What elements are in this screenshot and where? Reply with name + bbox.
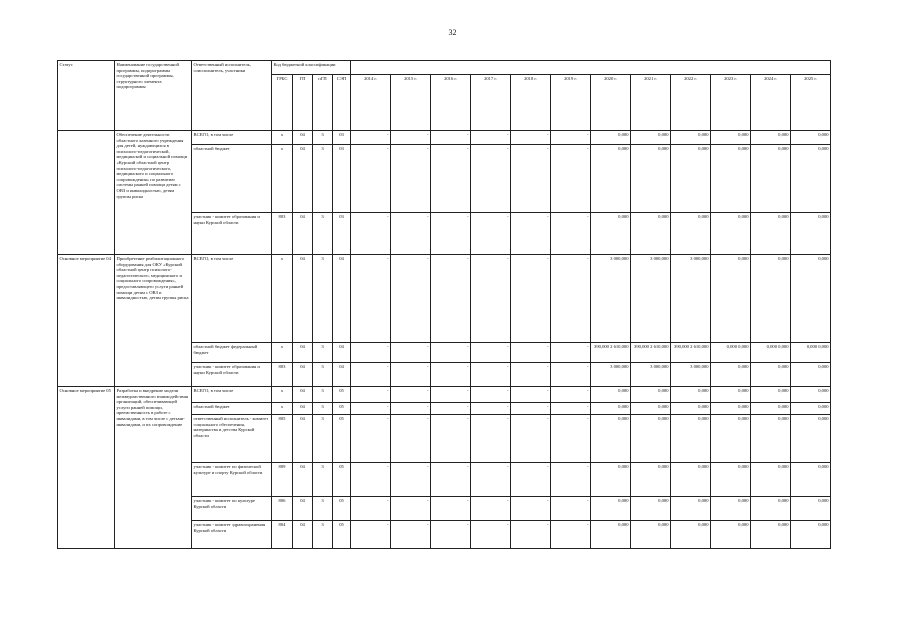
row-year-10: 0,000 bbox=[751, 363, 791, 387]
row-year-5: - bbox=[551, 463, 591, 497]
row-year-7: 0,000 bbox=[631, 497, 671, 521]
row-year-3: - bbox=[471, 521, 511, 549]
row-year-6: 0,000 bbox=[591, 145, 631, 213]
row-code-1: 04 bbox=[293, 343, 313, 363]
row-year-7: 0,000 bbox=[631, 213, 671, 255]
row-code-1: 04 bbox=[293, 403, 313, 415]
row-code-3: 05 bbox=[333, 387, 351, 403]
row-year-4: - bbox=[511, 415, 551, 463]
row-year-9: 0,000 bbox=[711, 403, 751, 415]
row-year-11: 0,000 bbox=[791, 497, 831, 521]
row-year-2: - bbox=[431, 145, 471, 213]
row-code-0: х bbox=[272, 387, 293, 403]
row-code-2: 3 bbox=[313, 403, 333, 415]
row-year-1: - bbox=[391, 415, 431, 463]
header-code-2: пГП bbox=[313, 75, 333, 131]
row-year-2: - bbox=[431, 521, 471, 549]
header-code-1: ГП bbox=[293, 75, 313, 131]
row-year-4: - bbox=[511, 213, 551, 255]
row-executor: участник - комитет по физической культуре и спорту Курской области bbox=[192, 463, 272, 497]
row-code-3: 05 bbox=[333, 497, 351, 521]
row-year-5: - bbox=[551, 145, 591, 213]
row-year-8: 0,000 bbox=[671, 131, 711, 145]
row-executor: участник - комитет по культуре Курской области bbox=[192, 497, 272, 521]
row-code-2: 3 bbox=[313, 497, 333, 521]
row-code-1: 04 bbox=[293, 521, 313, 549]
row-year-9: 0,000 bbox=[711, 145, 751, 213]
row-year-10: 0,000 bbox=[751, 463, 791, 497]
row-year-4: - bbox=[511, 131, 551, 145]
row-year-5: - bbox=[551, 387, 591, 403]
row-year-11: 0,000 0,000 bbox=[791, 343, 831, 363]
row-year-6: 3 000,000 bbox=[591, 363, 631, 387]
header-status: Статус bbox=[58, 61, 115, 131]
row-year-2: - bbox=[431, 415, 471, 463]
row-code-1: 04 bbox=[293, 497, 313, 521]
row-year-5: - bbox=[551, 213, 591, 255]
row-code-3: 03 bbox=[333, 131, 351, 145]
page-number: 32 bbox=[448, 28, 457, 37]
row-year-6: 0,000 bbox=[591, 415, 631, 463]
header-year-10: 2024 г. bbox=[751, 75, 791, 131]
table-row bbox=[58, 131, 831, 145]
row-year-3: - bbox=[471, 255, 511, 343]
row-year-4: - bbox=[511, 521, 551, 549]
header-years-group bbox=[351, 61, 831, 75]
row-executor: ВСЕГО, в том числе bbox=[192, 131, 272, 145]
row-year-5: - bbox=[551, 131, 591, 145]
row-year-2: - bbox=[431, 463, 471, 497]
row-year-10: 0,000 bbox=[751, 213, 791, 255]
row-code-3: 05 bbox=[333, 521, 351, 549]
row-code-3: 05 bbox=[333, 463, 351, 497]
row-year-0: - bbox=[351, 213, 391, 255]
header-year-1: 2015 г. bbox=[391, 75, 431, 131]
table-row bbox=[58, 255, 831, 343]
row-code-1: 04 bbox=[293, 213, 313, 255]
row-year-0: - bbox=[351, 255, 391, 343]
row-year-4: - bbox=[511, 363, 551, 387]
row-year-7: 0,000 bbox=[631, 521, 671, 549]
row-year-6: 390,000 2 610,000 bbox=[591, 343, 631, 363]
row-executor: ВСЕГО, в том числе bbox=[192, 387, 272, 403]
row-year-3: - bbox=[471, 463, 511, 497]
row-code-3: 05 bbox=[333, 415, 351, 463]
row-code-3: 04 bbox=[333, 255, 351, 343]
row-code-1: 04 bbox=[293, 131, 313, 145]
row-year-4: - bbox=[511, 387, 551, 403]
row-code-0: 803 bbox=[272, 363, 293, 387]
row-year-6: 0,000 bbox=[591, 131, 631, 145]
row-year-3: - bbox=[471, 403, 511, 415]
row-year-9: 0,000 bbox=[711, 255, 751, 343]
row-year-2: - bbox=[431, 343, 471, 363]
row-code-0: 805 bbox=[272, 415, 293, 463]
row-executor: участник - комитет образования и науки Курской области bbox=[192, 363, 272, 387]
row-year-5: - bbox=[551, 343, 591, 363]
row-year-0: - bbox=[351, 415, 391, 463]
row-year-0: - bbox=[351, 343, 391, 363]
row-year-6: 0,000 bbox=[591, 403, 631, 415]
row-year-4: - bbox=[511, 497, 551, 521]
row-year-8: 0,000 bbox=[671, 387, 711, 403]
header-code-0: ГРБС bbox=[272, 75, 293, 131]
row-code-3: 04 bbox=[333, 363, 351, 387]
row-code-3: 04 bbox=[333, 343, 351, 363]
header-code-3: СЭП bbox=[333, 75, 351, 131]
header-year-5: 2019 г. bbox=[551, 75, 591, 131]
row-year-11: 0,000 bbox=[791, 387, 831, 403]
row-year-2: - bbox=[431, 213, 471, 255]
row-year-4: - bbox=[511, 255, 551, 343]
row-year-2: - bbox=[431, 131, 471, 145]
budget-table bbox=[57, 60, 831, 549]
row-code-3: 05 bbox=[333, 403, 351, 415]
row-year-5: - bbox=[551, 363, 591, 387]
row-year-6: 0,000 bbox=[591, 521, 631, 549]
row-code-0: 806 bbox=[272, 497, 293, 521]
row-year-7: 0,000 bbox=[631, 403, 671, 415]
row-year-0: - bbox=[351, 521, 391, 549]
row-year-1: - bbox=[391, 131, 431, 145]
row-code-2: 3 bbox=[313, 145, 333, 213]
row-year-7: 0,000 bbox=[631, 387, 671, 403]
row-code-1: 04 bbox=[293, 145, 313, 213]
row-year-3: - bbox=[471, 387, 511, 403]
row-code-1: 04 bbox=[293, 415, 313, 463]
row-year-9: 0,000 bbox=[711, 363, 751, 387]
row-year-8: 0,000 bbox=[671, 497, 711, 521]
row-year-4: - bbox=[511, 343, 551, 363]
row-year-2: - bbox=[431, 387, 471, 403]
row-year-7: 3 000,000 bbox=[631, 363, 671, 387]
row-executor: областной бюджет федеральный бюджет bbox=[192, 343, 272, 363]
header-budget-code: Код бюджетной классификации bbox=[272, 61, 351, 75]
row-year-9: 0,000 bbox=[711, 131, 751, 145]
row-code-2: 3 bbox=[313, 213, 333, 255]
row-year-11: 0,000 bbox=[791, 363, 831, 387]
row-code-3: 03 bbox=[333, 145, 351, 213]
row-year-4: - bbox=[511, 463, 551, 497]
row-year-11: 0,000 bbox=[791, 145, 831, 213]
row-code-1: 04 bbox=[293, 387, 313, 403]
row-year-8: 0,000 bbox=[671, 463, 711, 497]
row-year-6: 0,000 bbox=[591, 213, 631, 255]
row-code-0: х bbox=[272, 403, 293, 415]
row-status bbox=[58, 131, 115, 255]
row-year-6: 0,000 bbox=[591, 497, 631, 521]
row-year-10: 0,000 bbox=[751, 497, 791, 521]
row-year-11: 0,000 bbox=[791, 403, 831, 415]
row-year-3: - bbox=[471, 343, 511, 363]
row-year-10: 0,000 bbox=[751, 403, 791, 415]
row-code-2: 3 bbox=[313, 521, 333, 549]
row-year-3: - bbox=[471, 497, 511, 521]
row-code-0: х bbox=[272, 131, 293, 145]
row-year-9: 0,000 bbox=[711, 521, 751, 549]
row-code-0: х bbox=[272, 145, 293, 213]
row-year-9: 0,000 bbox=[711, 497, 751, 521]
row-year-7: 0,000 bbox=[631, 131, 671, 145]
row-code-1: 04 bbox=[293, 363, 313, 387]
row-year-9: 0,000 0,000 bbox=[711, 343, 751, 363]
row-name: Приобретение реабилитационного оборудования для ОКУ «Курский областной центр психолого-педагогического, медицинского и социального сопровождения», предоставляющего услуги ранней помощи детям с ОВЗ и инвалидностью, детям группы риска bbox=[115, 255, 192, 387]
row-year-10: 0,000 bbox=[751, 387, 791, 403]
row-year-1: - bbox=[391, 255, 431, 343]
row-year-9: 0,000 bbox=[711, 387, 751, 403]
row-code-1: 04 bbox=[293, 463, 313, 497]
row-year-11: 0,000 bbox=[791, 255, 831, 343]
header-year-8: 2022 г. bbox=[671, 75, 711, 131]
row-year-8: 3 000,000 bbox=[671, 363, 711, 387]
row-year-10: 0,000 bbox=[751, 415, 791, 463]
row-year-5: - bbox=[551, 521, 591, 549]
row-year-6: 3 000,000 bbox=[591, 255, 631, 343]
row-year-0: - bbox=[351, 463, 391, 497]
row-year-2: - bbox=[431, 255, 471, 343]
row-code-2: 3 bbox=[313, 415, 333, 463]
row-executor: ответственный исполнитель - комитет социального обеспечения, материнства и детства Курской области bbox=[192, 415, 272, 463]
header-year-0: 2014 г. bbox=[351, 75, 391, 131]
row-code-0: х bbox=[272, 343, 293, 363]
row-name: Обеспечение деятельности областного казенного учреждения для детей, нуждающихся в психолого-педагогической, медицинской и социальной помощи «Курский областной центр психолого-педагогического, медицинского и социального сопровождения» по развитию системы ранней помощи детям с ОВЗ и инвалидностью, детям группы риска bbox=[115, 131, 192, 255]
row-year-7: 0,000 bbox=[631, 415, 671, 463]
row-year-5: - bbox=[551, 497, 591, 521]
row-year-2: - bbox=[431, 497, 471, 521]
row-year-3: - bbox=[471, 145, 511, 213]
header-year-3: 2017 г. bbox=[471, 75, 511, 131]
row-year-9: 0,000 bbox=[711, 213, 751, 255]
header-executor: Ответственный исполнитель, соисполнитель, участники bbox=[192, 61, 272, 131]
row-year-3: - bbox=[471, 131, 511, 145]
header-year-9: 2023 г. bbox=[711, 75, 751, 131]
row-year-6: 0,000 bbox=[591, 387, 631, 403]
row-executor: областной бюджет bbox=[192, 145, 272, 213]
row-year-1: - bbox=[391, 387, 431, 403]
table-row bbox=[58, 387, 831, 403]
row-year-9: 0,000 bbox=[711, 415, 751, 463]
row-year-10: 0,000 bbox=[751, 521, 791, 549]
row-executor: участник - комитет здравоохранения Курской области bbox=[192, 521, 272, 549]
row-year-0: - bbox=[351, 363, 391, 387]
row-code-0: х bbox=[272, 255, 293, 343]
header-year-2: 2016 г. bbox=[431, 75, 471, 131]
row-year-1: - bbox=[391, 463, 431, 497]
row-year-8: 390,000 2 610,000 bbox=[671, 343, 711, 363]
table-body bbox=[58, 61, 831, 549]
header-year-11: 2025 г. bbox=[791, 75, 831, 131]
row-year-7: 3 000,000 bbox=[631, 255, 671, 343]
row-year-8: 3 000,000 bbox=[671, 255, 711, 343]
row-year-1: - bbox=[391, 343, 431, 363]
row-year-5: - bbox=[551, 415, 591, 463]
row-code-2: 3 bbox=[313, 255, 333, 343]
row-year-5: - bbox=[551, 255, 591, 343]
row-name: Разработка и внедрение модели межведомственного взаимодействия организаций, обеспечивающей услуги ранней помощи, преемственность в работе с инвалидами, в том числе с детьми-инвалидами, и их сопровождение bbox=[115, 387, 192, 549]
row-code-3: 03 bbox=[333, 213, 351, 255]
row-year-4: - bbox=[511, 145, 551, 213]
row-code-0: 803 bbox=[272, 213, 293, 255]
row-year-10: 0,000 bbox=[751, 131, 791, 145]
row-year-8: 0,000 bbox=[671, 403, 711, 415]
row-year-6: 0,000 bbox=[591, 463, 631, 497]
row-year-11: 0,000 bbox=[791, 463, 831, 497]
row-year-0: - bbox=[351, 403, 391, 415]
row-year-7: 0,000 bbox=[631, 145, 671, 213]
row-year-7: 0,000 bbox=[631, 463, 671, 497]
row-year-5: - bbox=[551, 403, 591, 415]
row-year-1: - bbox=[391, 363, 431, 387]
row-code-2: 3 bbox=[313, 387, 333, 403]
row-year-1: - bbox=[391, 145, 431, 213]
row-year-11: 0,000 bbox=[791, 521, 831, 549]
row-year-0: - bbox=[351, 131, 391, 145]
row-year-9: 0,000 bbox=[711, 463, 751, 497]
row-code-2: 3 bbox=[313, 463, 333, 497]
row-code-0: 804 bbox=[272, 521, 293, 549]
row-year-1: - bbox=[391, 403, 431, 415]
row-year-0: - bbox=[351, 497, 391, 521]
row-year-7: 390,000 2 610,000 bbox=[631, 343, 671, 363]
row-year-8: 0,000 bbox=[671, 145, 711, 213]
row-year-3: - bbox=[471, 415, 511, 463]
header-year-6: 2020 г. bbox=[591, 75, 631, 131]
row-status: Основное мероприятие 04 bbox=[58, 255, 115, 387]
row-year-8: 0,000 bbox=[671, 415, 711, 463]
header-year-4: 2018 г. bbox=[511, 75, 551, 131]
row-year-10: 0,000 bbox=[751, 145, 791, 213]
row-year-11: 0,000 bbox=[791, 213, 831, 255]
row-code-2: 3 bbox=[313, 131, 333, 145]
row-code-2: 3 bbox=[313, 343, 333, 363]
row-code-1: 04 bbox=[293, 255, 313, 343]
row-year-0: - bbox=[351, 145, 391, 213]
row-year-3: - bbox=[471, 213, 511, 255]
row-year-11: 0,000 bbox=[791, 415, 831, 463]
row-year-4: - bbox=[511, 403, 551, 415]
row-code-2: 3 bbox=[313, 363, 333, 387]
header-year-7: 2021 г. bbox=[631, 75, 671, 131]
row-year-3: - bbox=[471, 363, 511, 387]
row-executor: областной бюджет bbox=[192, 403, 272, 415]
row-year-1: - bbox=[391, 213, 431, 255]
row-year-1: - bbox=[391, 497, 431, 521]
row-year-10: 0,000 bbox=[751, 255, 791, 343]
header-name: Наименование государственной программы, подпрограммы государственной программы, структурного элемента подпрограммы bbox=[115, 61, 192, 131]
row-status: Основное мероприятие 05 bbox=[58, 387, 115, 549]
row-year-1: - bbox=[391, 521, 431, 549]
row-executor: ВСЕГО, в том числе bbox=[192, 255, 272, 343]
row-year-2: - bbox=[431, 363, 471, 387]
row-year-11: 0,000 bbox=[791, 131, 831, 145]
row-executor: участник - комитет образования и науки Курской области bbox=[192, 213, 272, 255]
row-code-0: 809 bbox=[272, 463, 293, 497]
row-year-8: 0,000 bbox=[671, 521, 711, 549]
row-year-0: - bbox=[351, 387, 391, 403]
row-year-2: - bbox=[431, 403, 471, 415]
row-year-8: 0,000 bbox=[671, 213, 711, 255]
row-year-10: 0,000 0,000 bbox=[751, 343, 791, 363]
